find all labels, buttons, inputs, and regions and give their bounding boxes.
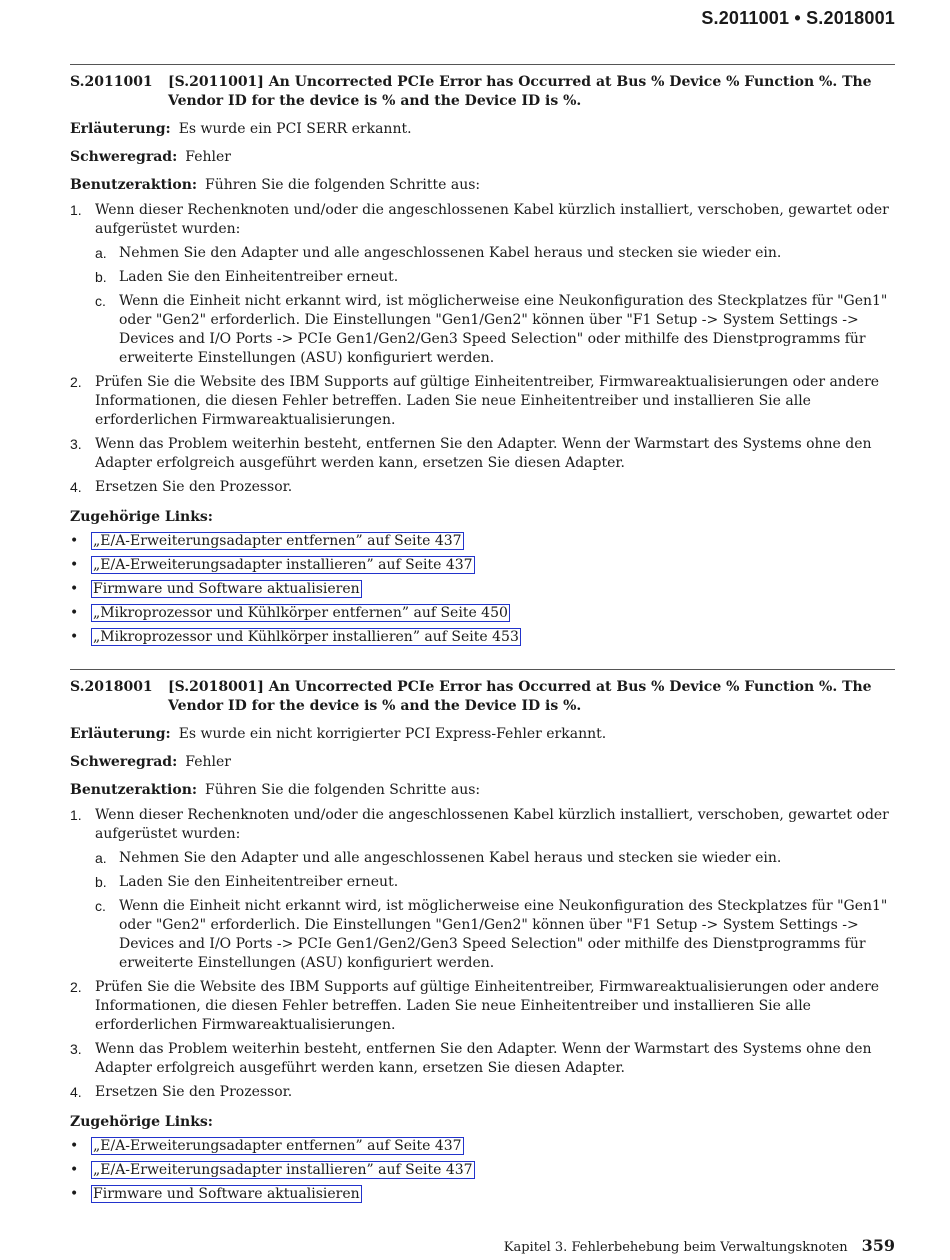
severity-label: Schweregrad: — [70, 754, 178, 770]
substep-letter: a. — [95, 850, 107, 866]
step-number: 4. — [70, 479, 82, 495]
related-link[interactable]: „E/A-Erweiterungsadapter entfernen” auf Seite 437 — [93, 1138, 462, 1154]
severity-text: Fehler — [185, 754, 231, 770]
chapter-title: Kapitel 3. Fehlerbehebung beim Verwaltungsknoten — [503, 1240, 848, 1255]
related-link[interactable]: Firmware und Software aktualisieren — [93, 581, 360, 597]
step-number: 4. — [70, 1084, 82, 1100]
related-link[interactable]: „E/A-Erweiterungsadapter installieren” auf Seite 437 — [93, 557, 473, 573]
explanation — [70, 120, 895, 139]
substep-text: Nehmen Sie den Adapter und alle angeschlossenen Kabel heraus und stecken sie wieder ein. — [119, 850, 782, 866]
bullet-icon: • — [70, 1186, 79, 1202]
step-item — [70, 978, 895, 1035]
severity-text: Fehler — [185, 149, 231, 165]
substep-text: Wenn die Einheit nicht erkannt wird, ist möglicherweise eine Neukonfiguration des Steckplatzes für "Gen1" oder "Gen2" erforderlich. Die Einstellungen "Gen1/Gen2" können über "F1 Setup -> System Settings -> Devices and I/O Ports -> PCIe Gen1/Gen2/Gen3 Speed Selection" oder mithilfe des Dienstprogramms für erweiterte Einstellungen (ASU) konfiguriert werden. — [119, 293, 888, 366]
message-id: S.2011001 — [70, 74, 153, 90]
related-link-item — [70, 1161, 895, 1180]
user-action-label: Benutzeraktion: — [70, 782, 198, 798]
related-links-list — [70, 1137, 895, 1204]
step-item — [70, 373, 895, 430]
related-link-item — [70, 532, 895, 551]
step-text: Wenn das Problem weiterhin besteht, entfernen Sie den Adapter. Wenn der Warmstart des Systems ohne den Adapter erfolgreich ausgeführt werden kann, ersetzen Sie diesen Adapter. — [95, 436, 872, 471]
related-links-heading: Zugehörige Links: — [70, 509, 213, 525]
step-text: Wenn dieser Rechenknoten und/oder die angeschlossenen Kabel kürzlich installiert, verschoben, gewartet oder aufgerüstet wurden: — [95, 807, 889, 842]
substep-item — [95, 873, 895, 892]
substep-item — [95, 897, 895, 973]
message-entry — [70, 669, 895, 1204]
bullet-icon: • — [70, 1138, 79, 1154]
substeps-list — [95, 849, 895, 973]
explanation-label: Erläuterung: — [70, 726, 171, 742]
related-link[interactable]: Firmware und Software aktualisieren — [93, 1186, 360, 1202]
step-number: 3. — [70, 1041, 82, 1057]
user-action-text: Führen Sie die folgenden Schritte aus: — [205, 177, 481, 193]
message-title: [S.2011001] An Uncorrected PCIe Error has Occurred at Bus % Device % Function %. The Vendor ID for the device is % and the Device ID is %. — [168, 74, 872, 109]
related-link-item — [70, 1185, 895, 1204]
user-action — [70, 781, 895, 800]
step-text: Prüfen Sie die Website des IBM Supports auf gültige Einheitentreiber, Firmwareaktualisierungen oder andere Informationen, die diesen Fehler betreffen. Laden Sie neue Einheitentreiber und installieren Sie alle erforderlichen Firmwareaktualisierungen. — [95, 374, 880, 428]
entry-heading — [70, 678, 895, 716]
substep-item — [95, 244, 895, 263]
step-text: Prüfen Sie die Website des IBM Supports auf gültige Einheitentreiber, Firmwareaktualisierungen oder andere Informationen, die diesen Fehler betreffen. Laden Sie neue Einheitentreiber und installieren Sie alle erforderlichen Firmwareaktualisierungen. — [95, 979, 880, 1033]
step-item — [70, 1083, 895, 1102]
related-links-list — [70, 532, 895, 647]
substeps-list — [95, 244, 895, 368]
user-action — [70, 176, 895, 195]
running-head: S.2011001 • S.2018001 — [701, 8, 895, 28]
related-link-item — [70, 1137, 895, 1156]
substep-letter: b. — [95, 874, 107, 890]
page-content — [70, 64, 895, 1204]
related-link-item — [70, 604, 895, 623]
step-text: Ersetzen Sie den Prozessor. — [95, 1084, 293, 1100]
message-entry — [70, 64, 895, 647]
bullet-icon: • — [70, 581, 79, 597]
bullet-icon: • — [70, 557, 79, 573]
related-links-heading: Zugehörige Links: — [70, 1114, 213, 1130]
step-item — [70, 435, 895, 473]
step-item — [70, 478, 895, 497]
bullet-icon: • — [70, 629, 79, 645]
entry-heading — [70, 73, 895, 111]
step-text: Ersetzen Sie den Prozessor. — [95, 479, 293, 495]
message-id: S.2018001 — [70, 679, 153, 695]
substep-letter: a. — [95, 245, 107, 261]
bullet-icon: • — [70, 605, 79, 621]
related-link-item — [70, 628, 895, 647]
step-text: Wenn das Problem weiterhin besteht, entfernen Sie den Adapter. Wenn der Warmstart des Systems ohne den Adapter erfolgreich ausgeführt werden kann, ersetzen Sie diesen Adapter. — [95, 1041, 872, 1076]
severity-label: Schweregrad: — [70, 149, 178, 165]
step-item — [70, 201, 895, 368]
step-item — [70, 1040, 895, 1078]
related-link[interactable]: „E/A-Erweiterungsadapter installieren” auf Seite 437 — [93, 1162, 473, 1178]
substep-item — [95, 849, 895, 868]
step-number: 2. — [70, 979, 82, 995]
substep-item — [95, 292, 895, 368]
related-link-item — [70, 556, 895, 575]
user-action-text: Führen Sie die folgenden Schritte aus: — [205, 782, 481, 798]
step-number: 1. — [70, 202, 82, 218]
step-number: 1. — [70, 807, 82, 823]
related-link[interactable]: „Mikroprozessor und Kühlkörper entfernen” auf Seite 450 — [93, 605, 508, 621]
explanation-text: Es wurde ein PCI SERR erkannt. — [178, 121, 412, 137]
bullet-icon: • — [70, 533, 79, 549]
step-text: Wenn dieser Rechenknoten und/oder die angeschlossenen Kabel kürzlich installiert, verschoben, gewartet oder aufgerüstet wurden: — [95, 202, 889, 237]
bullet-icon: • — [70, 1162, 79, 1178]
related-link[interactable]: „Mikroprozessor und Kühlkörper installieren” auf Seite 453 — [93, 629, 519, 645]
message-title: [S.2018001] An Uncorrected PCIe Error has Occurred at Bus % Device % Function %. The Vendor ID for the device is % and the Device ID is %. — [168, 679, 872, 714]
user-action-label: Benutzeraktion: — [70, 177, 198, 193]
step-number: 3. — [70, 436, 82, 452]
explanation-text: Es wurde ein nicht korrigierter PCI Express-Fehler erkannt. — [178, 726, 607, 742]
substep-letter: c. — [95, 293, 106, 309]
explanation — [70, 725, 895, 744]
substep-letter: b. — [95, 269, 107, 285]
related-link[interactable]: „E/A-Erweiterungsadapter entfernen” auf Seite 437 — [93, 533, 462, 549]
substep-text: Laden Sie den Einheitentreiber erneut. — [119, 269, 399, 285]
step-number: 2. — [70, 374, 82, 390]
related-link-item — [70, 580, 895, 599]
substep-item — [95, 268, 895, 287]
substep-text: Wenn die Einheit nicht erkannt wird, ist möglicherweise eine Neukonfiguration des Steckplatzes für "Gen1" oder "Gen2" erforderlich. Die Einstellungen "Gen1/Gen2" können über "F1 Setup -> System Settings -> Devices and I/O Ports -> PCIe Gen1/Gen2/Gen3 Speed Selection" oder mithilfe des Dienstprogramms für erweiterte Einstellungen (ASU) konfiguriert werden. — [119, 898, 888, 971]
page-footer — [504, 1236, 895, 1255]
explanation-label: Erläuterung: — [70, 121, 171, 137]
steps-list — [70, 806, 895, 1102]
page-number: 359 — [861, 1236, 895, 1255]
step-item — [70, 806, 895, 973]
severity — [70, 148, 895, 167]
substep-text: Laden Sie den Einheitentreiber erneut. — [119, 874, 399, 890]
substep-letter: c. — [95, 898, 106, 914]
substep-text: Nehmen Sie den Adapter und alle angeschlossenen Kabel heraus und stecken sie wieder ein. — [119, 245, 782, 261]
steps-list — [70, 201, 895, 497]
severity — [70, 753, 895, 772]
